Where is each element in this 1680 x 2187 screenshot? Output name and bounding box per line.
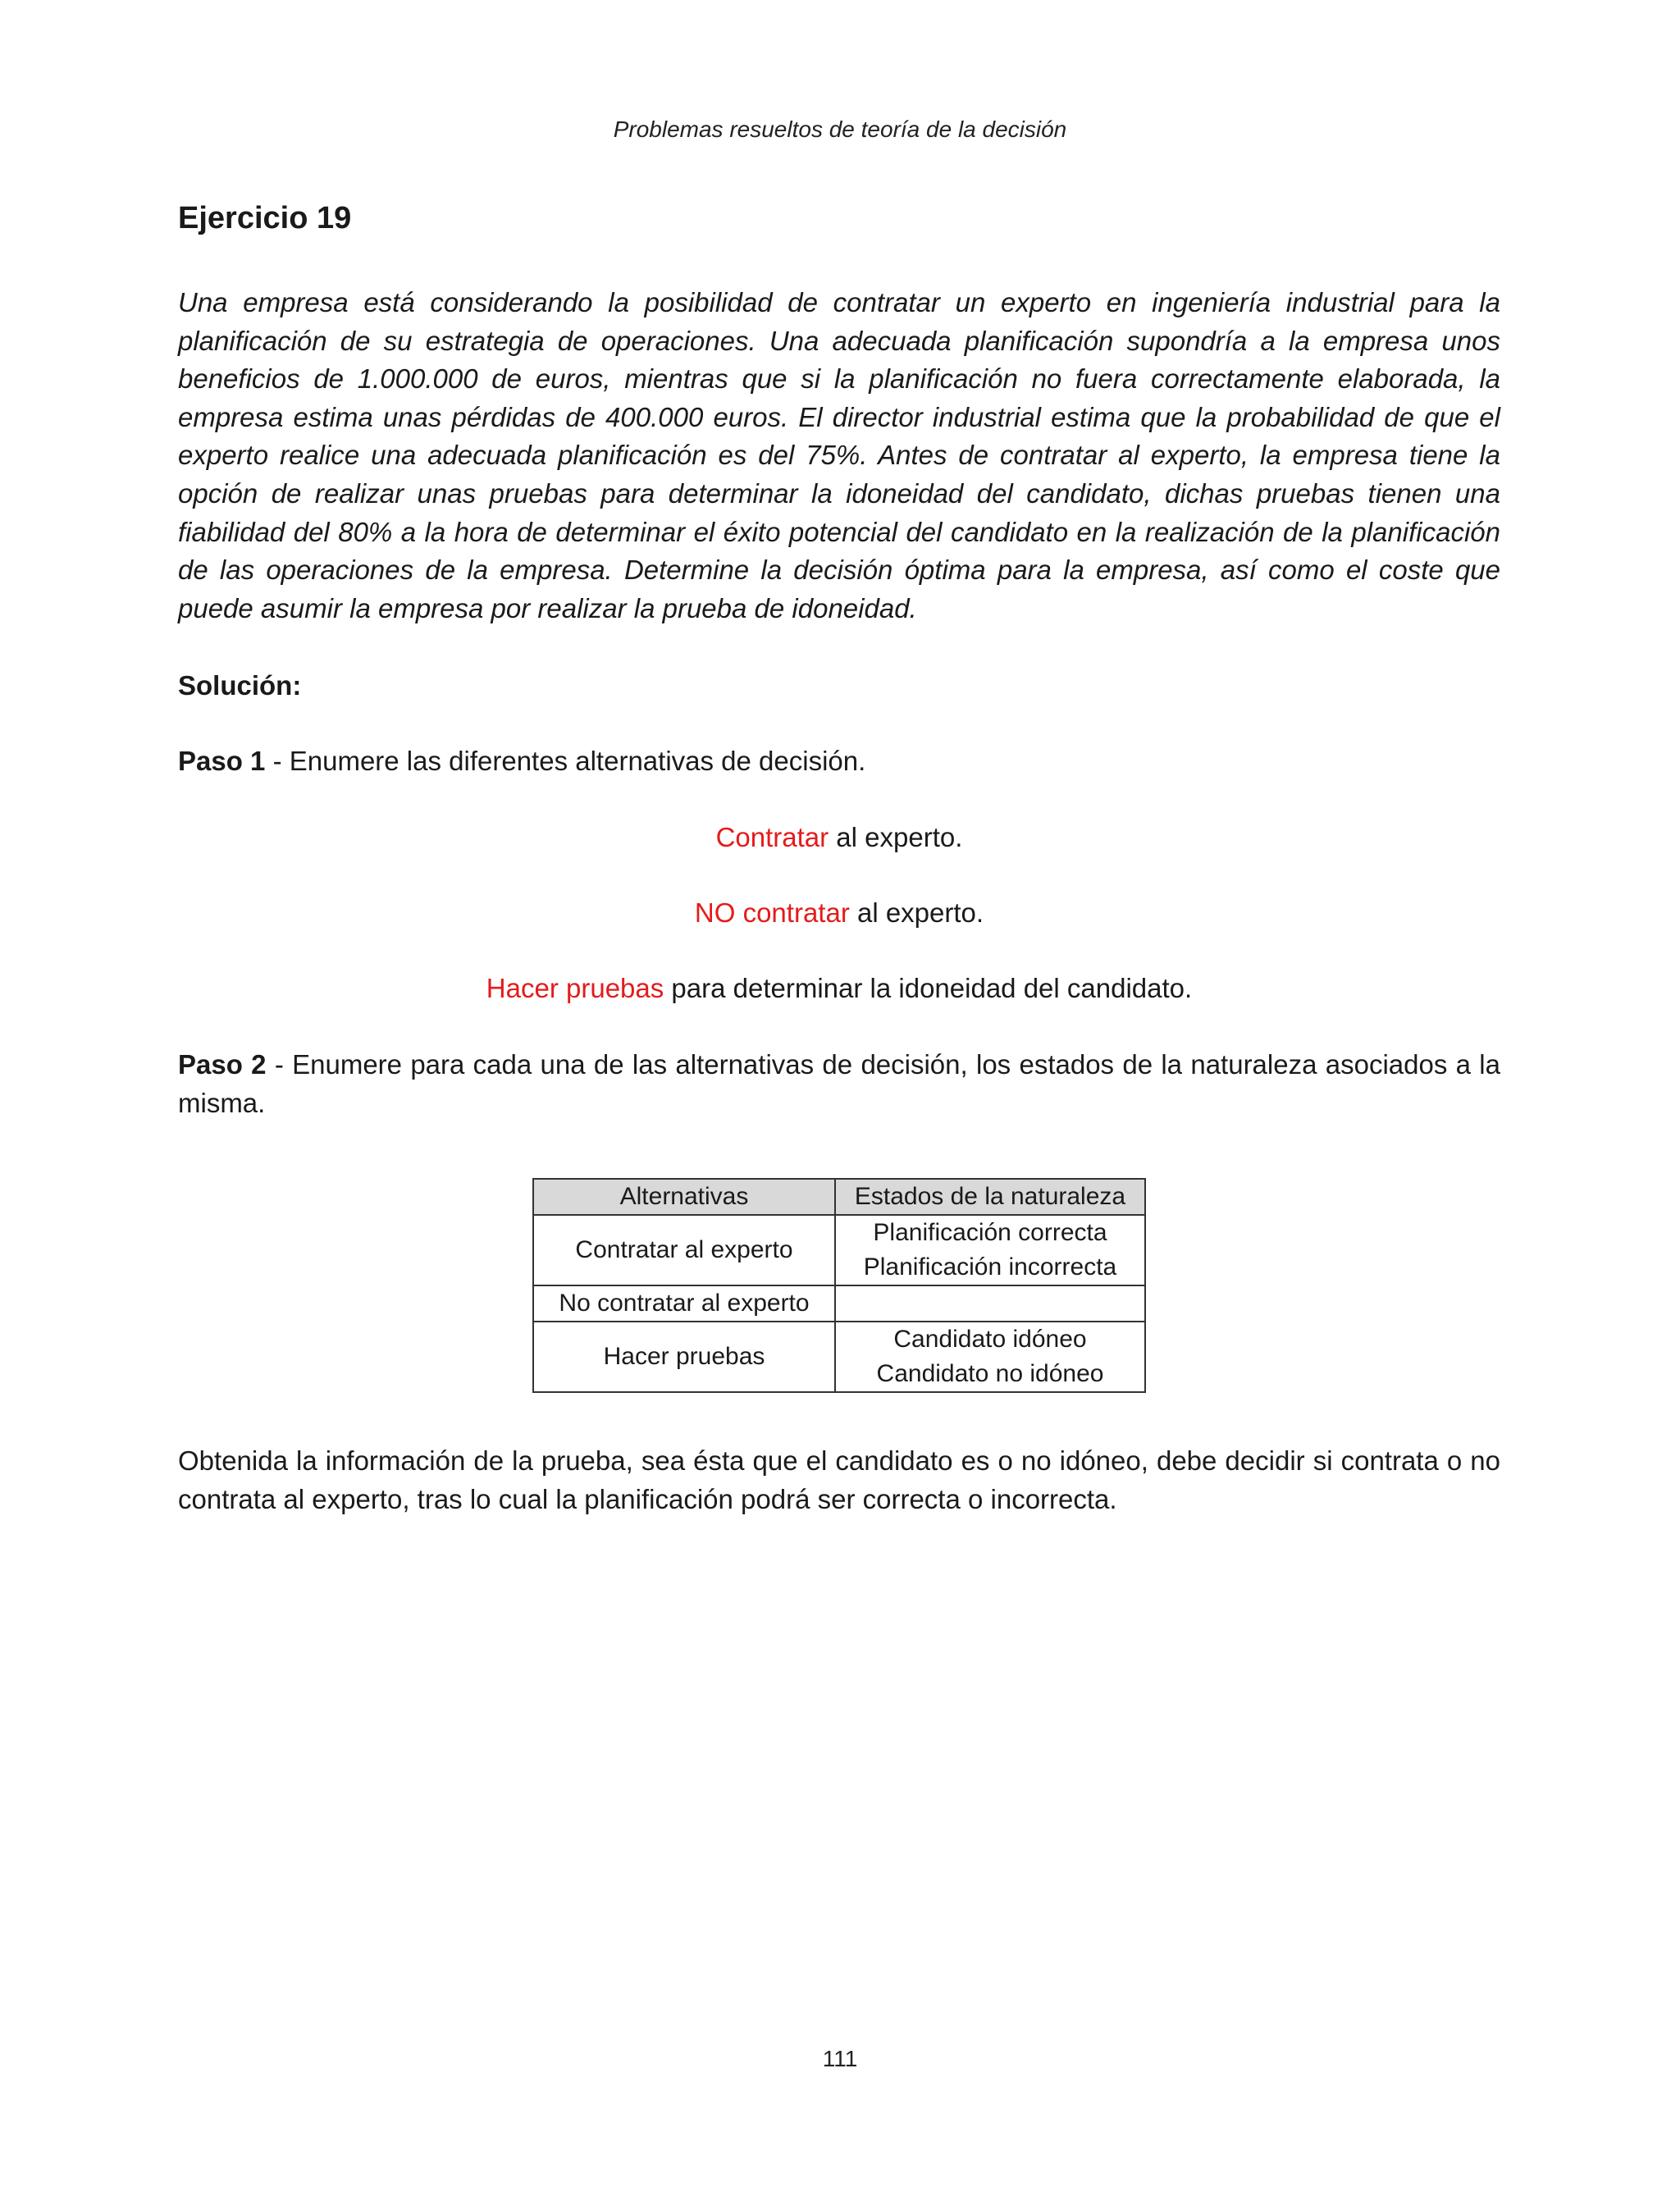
table-cell-states: [835, 1322, 1145, 1392]
alternative-3: [178, 970, 1500, 1007]
step-1-text: - Enumere las diferentes alternativas de decisión.: [265, 746, 866, 777]
states-table: [532, 1178, 1146, 1393]
state-item: Candidato no idóneo: [876, 1360, 1104, 1388]
alternative-1-text: al experto.: [829, 821, 963, 852]
exercise-statement: Una empresa está considerando la posibilidad de contratar un experto en ingeniería industrial para la planificación de su estrategia de operaciones. Una adecuada planificación supondría a la empresa unos beneficios de 1.000.000 de euros, mientras que si la planificación no fuera correctamente elaborada, la empresa estima unas pérdidas de 400.000 euros. El director industrial estima que la probabilidad de que el experto realice una adecuada planificación es del 75%. Antes de contratar al experto, la empresa tiene la opción de realizar unas pruebas para determinar la idoneidad del candidato, dichas pruebas tienen una fiabilidad del 80% a la hora de determinar el éxito potencial del candidato en la realización de la planificación de las operaciones de la empresa. Determine la decisión óptima para la empresa, así como el coste que puede asumir la empresa por realizar la prueba de idoneidad.: [178, 287, 1500, 623]
table-cell-alternative: Hacer pruebas: [533, 1322, 835, 1392]
alternative-1-highlight: Contratar: [715, 821, 829, 852]
table-header-row: [533, 1179, 1145, 1215]
step-2: [178, 1046, 1500, 1122]
alternative-1: [178, 819, 1500, 856]
closing-paragraph: Obtenida la información de la prueba, sea ésta que el candidato es o no idóneo, debe decidir si contrata o no contrata al experto, tras lo cual la planificación podrá ser correcta o incorrecta.: [178, 1445, 1500, 1514]
table-cell-alternative: No contratar al experto: [533, 1285, 835, 1322]
table-header-alternatives: Alternativas: [533, 1179, 835, 1215]
exercise-title: Ejercicio 19: [178, 201, 352, 235]
state-item: Planificación incorrecta: [863, 1253, 1117, 1281]
page-content: [178, 195, 1500, 1518]
table-row: [533, 1322, 1145, 1392]
page-number: 111: [822, 2046, 858, 2071]
states-table-wrapper: [178, 1178, 1500, 1393]
table-cell-states: [835, 1215, 1145, 1285]
solution-label: Solución:: [178, 670, 302, 701]
table-row: [533, 1215, 1145, 1285]
alternative-3-text: para determinar la idoneidad del candidato.: [664, 972, 1193, 1003]
table-row: [533, 1285, 1145, 1322]
running-header: Problemas resueltos de teoría de la decisión: [613, 116, 1067, 142]
state-item: Planificación correcta: [873, 1219, 1107, 1247]
table-cell-alternative: Contratar al experto: [533, 1215, 835, 1285]
table-header-states: Estados de la naturaleza: [835, 1179, 1145, 1215]
alternative-2-text: al experto.: [849, 897, 984, 928]
table-cell-states: [835, 1285, 1145, 1322]
step-1: [178, 742, 1500, 781]
alternative-3-highlight: Hacer pruebas: [486, 972, 664, 1003]
step-2-text: - Enumere para cada una de las alternativas de decisión, los estados de la naturaleza asociados a la misma.: [178, 1048, 1500, 1118]
step-2-label: Paso 2: [178, 1048, 267, 1080]
alternative-2-highlight: NO contratar: [694, 897, 850, 928]
alternative-2: [178, 894, 1500, 932]
state-item: Candidato idóneo: [893, 1326, 1087, 1354]
step-1-label: Paso 1: [178, 746, 266, 777]
